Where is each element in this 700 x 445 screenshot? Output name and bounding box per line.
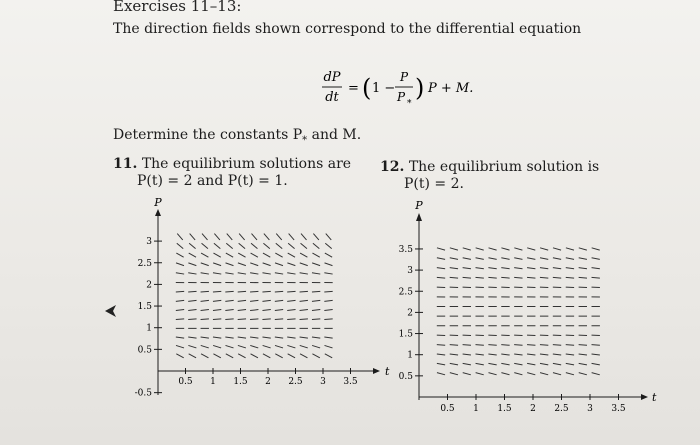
x-tick-label: 3.5 [343, 377, 358, 387]
slope-mark [540, 248, 548, 250]
slope-mark [527, 354, 535, 355]
slope-mark [488, 345, 496, 346]
slope-mark [566, 373, 574, 375]
slope-mark [553, 373, 561, 375]
slope-mark [540, 258, 548, 260]
exercise-12-line2: P(t) = 2. [404, 176, 464, 192]
slope-mark [489, 373, 497, 375]
slope-mark [488, 354, 496, 355]
slope-mark [540, 345, 548, 346]
slope-mark [540, 268, 548, 269]
slope-mark [501, 345, 509, 346]
slope-mark [514, 277, 522, 278]
exercise-11-number: 11. [113, 156, 138, 172]
slope-mark [553, 354, 561, 355]
eq-frac-denominator: P [396, 90, 406, 104]
slope-mark [527, 345, 535, 346]
slope-mark [450, 248, 458, 250]
slope-mark [553, 248, 561, 250]
slope-mark [514, 258, 522, 260]
slope-mark [488, 277, 496, 278]
slope-mark [566, 363, 574, 365]
slope-mark [450, 345, 458, 346]
x-tick-label: 1 [210, 377, 216, 387]
slope-mark [566, 268, 574, 269]
exercises-heading: Exercises 11–13: [113, 0, 242, 15]
x-tick-label: 3 [320, 377, 326, 387]
slope-mark [475, 277, 483, 278]
slope-mark [540, 373, 548, 375]
x-tick-label: 3 [587, 404, 593, 414]
slope-mark [579, 258, 587, 260]
y-tick-label: 3 [146, 237, 152, 248]
slope-mark [437, 373, 445, 375]
slope-mark [463, 345, 471, 346]
slope-mark [450, 373, 458, 375]
slope-mark [579, 268, 587, 269]
slope-mark [476, 354, 484, 355]
exercise-12-line1: The equilibrium solution is [408, 159, 600, 175]
slope-mark [566, 258, 574, 260]
x-tick-label: 2 [530, 404, 536, 414]
slope-mark [514, 345, 522, 346]
x-tick-label: 3.5 [611, 404, 626, 414]
slope-mark [592, 258, 600, 260]
y-tick-label: 1.5 [137, 302, 152, 313]
slope-mark [476, 248, 484, 250]
exercise-11-line2: P(t) = 2 and P(t) = 1. [137, 173, 288, 189]
intro-text: The direction fields shown correspond to the differential equation [113, 21, 582, 37]
slope-mark [592, 268, 600, 269]
slope-mark [566, 248, 574, 250]
slope-mark [553, 268, 561, 269]
y-tick-label: 1 [146, 323, 152, 334]
slope-mark [592, 363, 600, 365]
slope-mark [501, 277, 509, 278]
slope-mark [514, 354, 522, 355]
graph12-y-axis-label: P [415, 199, 423, 212]
slope-mark [501, 354, 509, 355]
y-tick-label: 2.5 [398, 287, 413, 298]
slope-mark [437, 345, 445, 346]
slope-mark [437, 248, 445, 250]
slope-mark [527, 248, 535, 250]
y-tick-label: 1.5 [398, 329, 413, 340]
graph12-x-axis-label: t [652, 391, 657, 404]
slope-mark [501, 373, 509, 375]
eq-equals: = [348, 81, 359, 96]
eq-frac-numerator: P [399, 70, 409, 84]
slope-mark [450, 363, 458, 365]
slope-mark [540, 354, 548, 355]
slope-mark [592, 354, 600, 355]
x-tick-label: 2 [265, 377, 271, 387]
slope-mark [475, 345, 483, 346]
slope-mark [540, 363, 548, 365]
slope-mark [463, 354, 471, 355]
slope-mark [514, 363, 522, 365]
slope-mark [488, 258, 496, 260]
slope-mark [463, 258, 471, 260]
slope-mark [540, 277, 548, 278]
eq-right-paren: ) [415, 74, 425, 102]
x-tick-label: 2.5 [288, 377, 303, 387]
slope-mark [488, 363, 496, 365]
determine-text: Determine the constants $P_*$ and M. [113, 127, 362, 146]
slope-mark [463, 373, 471, 375]
slope-mark [527, 268, 535, 269]
y-tick-label: 2 [146, 280, 152, 291]
exercise-12-number: 12. [380, 159, 405, 175]
slope-mark [463, 268, 471, 269]
eq-lhs-denominator: dt [325, 90, 339, 105]
slope-mark [579, 248, 587, 250]
slope-mark [450, 277, 458, 278]
x-tick-label: 0.5 [440, 404, 455, 414]
slope-mark [463, 248, 471, 250]
y-tick-label: 0.5 [137, 345, 152, 356]
y-tick-label: 1 [407, 350, 413, 361]
slope-mark [514, 248, 522, 250]
slope-mark [592, 277, 600, 278]
graph11-x-axis-label: t [385, 365, 390, 378]
slope-mark [527, 363, 535, 365]
slope-mark [579, 354, 587, 355]
slope-mark [592, 373, 600, 375]
slope-mark [489, 248, 497, 250]
slope-mark [514, 268, 522, 269]
slope-mark [437, 363, 445, 365]
slope-mark [437, 268, 445, 269]
slope-mark [476, 373, 484, 375]
slope-mark [476, 268, 484, 269]
y-tick-label: 0.5 [398, 371, 413, 382]
slope-mark [553, 258, 561, 260]
eq-lhs-numerator: dP [323, 70, 341, 85]
slope-mark [514, 373, 522, 375]
slope-mark [553, 363, 561, 365]
x-tick-label: 1 [473, 404, 479, 414]
x-tick-label: 1.5 [233, 377, 248, 387]
slope-mark [527, 373, 535, 375]
eq-tail: P + M. [428, 81, 474, 96]
x-tick-label: 2.5 [554, 404, 569, 414]
slope-mark [476, 363, 484, 365]
slope-mark [592, 345, 600, 346]
slope-mark [501, 248, 509, 250]
slope-mark [579, 363, 587, 365]
slope-mark [450, 258, 458, 260]
slope-mark [437, 277, 445, 278]
slope-mark [437, 354, 445, 355]
y-tick-label: 3 [407, 266, 413, 277]
slope-mark [592, 248, 600, 250]
slope-mark [579, 277, 587, 278]
slope-mark [527, 258, 535, 260]
slope-mark [463, 277, 471, 278]
eq-one-minus: 1 − [372, 81, 396, 96]
slope-mark [437, 258, 445, 260]
slope-mark [566, 354, 574, 355]
slope-mark [450, 354, 458, 355]
exercise-11-line1: The equilibrium solutions are [141, 156, 352, 172]
slope-mark [566, 345, 574, 346]
slope-mark [527, 277, 535, 278]
slope-mark [501, 258, 509, 260]
slope-mark [450, 268, 458, 269]
y-tick-label: 2 [407, 308, 413, 319]
y-tick-label: -0.5 [134, 388, 152, 399]
slope-mark [463, 363, 471, 365]
slope-mark [501, 363, 509, 365]
y-tick-label: 3.5 [398, 244, 413, 255]
cursor-arrow-icon [104, 303, 120, 319]
slope-mark [553, 277, 561, 278]
slope-mark [501, 268, 509, 269]
slope-mark [579, 345, 587, 346]
slope-mark [488, 268, 496, 269]
graph11-y-axis-label: P [154, 196, 162, 209]
slope-mark [476, 258, 484, 260]
eq-frac-denominator-sub: * [407, 99, 412, 109]
x-tick-label: 1.5 [497, 404, 512, 414]
slope-mark [579, 373, 587, 375]
x-tick-label: 0.5 [178, 377, 193, 387]
slope-mark [553, 345, 561, 346]
y-tick-label: 2.5 [137, 258, 152, 269]
eq-left-paren: ( [362, 74, 372, 102]
slope-mark [566, 277, 574, 278]
